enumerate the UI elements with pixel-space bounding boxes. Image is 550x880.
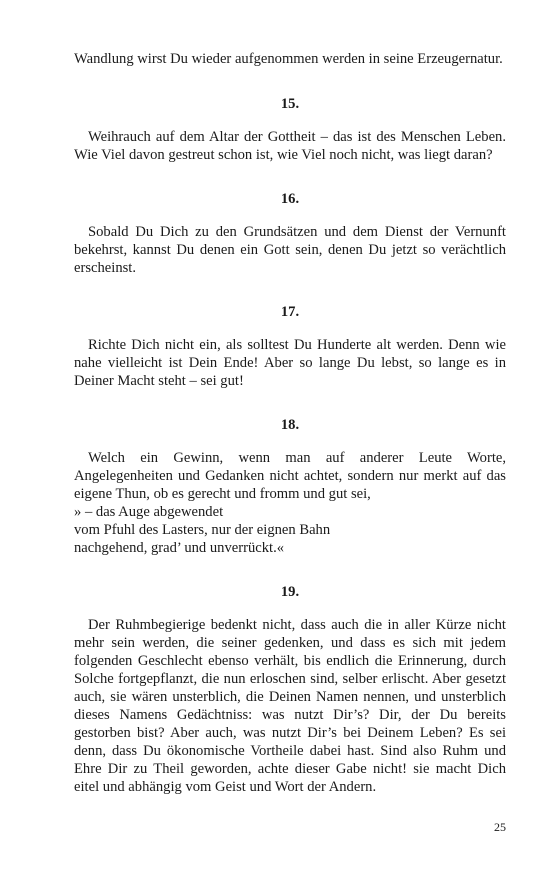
verse-line: » – das Auge abgewendet <box>74 504 224 520</box>
page-body <box>74 50 506 796</box>
verse-quote <box>74 503 506 557</box>
section-heading-16: 16. <box>280 191 300 207</box>
section-heading-17: 17. <box>280 304 300 320</box>
section-paragraph-16: Sobald Du Dich zu den Grundsätzen und dem Dienst der Vernunft bekehrst, kannst Du denen ein Gott sein, denen Du jetzt so verächtlich erscheinst. <box>74 224 506 276</box>
section-heading-19: 19. <box>280 584 300 600</box>
section-paragraph-17: Richte Dich nicht ein, als solltest Du Hunderte alt werden. Denn wie nahe vielleicht ist Dein Ende! Aber so lange Du lebst, so lange es in Deiner Macht steht – sei gut! <box>74 337 506 389</box>
verse-line: nachgehend, grad’ und unverrückt.« <box>74 540 285 556</box>
section-heading-18: 18. <box>280 417 300 433</box>
section-paragraph-18: Welch ein Gewinn, wenn man auf anderer Leute Worte, Angelegenheiten und Gedanken nicht achtet, sondern nur merkt auf das eigene Thun, ob es gerecht und fromm und gut sei, <box>74 450 506 502</box>
fragment-paragraph: Wandlung wirst Du wieder aufgenommen werden in seine Erzeugernatur. <box>74 51 503 67</box>
section-paragraph-19: Der Ruhmbegierige bedenkt nicht, dass auch die in aller Kürze nicht mehr sein werden, die seiner gedenken, und dass es sich mit jedem folgenden Geschlecht ebenso verhält, bis endlich die Erinnerung, durch Solche fortgepflanzt, die nun erloschen sind, selber erlischt. Aber gesetzt auch, sie wären unsterblich, die Deinen Namen nennen, und unsterblich dieses Namens Gedächtniss: was nutzt Dir’s? Dir, der Du bereits gestorben bist? Aber auch, was nutzt Dir’s bei Deinem Leben? Es sei denn, dass Du ökonomische Vortheile dabei hast. Sind also Ruhm und Ehre Dir zu Theil geworden, achte dieser Gabe nicht! sie macht Dich eitel und abhängig vom Geist und Wort der Andern. <box>74 617 506 795</box>
section-paragraph-15: Weihrauch auf dem Altar der Gottheit – das ist des Menschen Leben. Wie Viel davon gestreut schon ist, wie Viel noch nicht, was liegt daran? <box>74 129 506 163</box>
page-number: 25 <box>494 820 506 834</box>
section-heading-15: 15. <box>280 96 300 112</box>
verse-line: vom Pfuhl des Lasters, nur der eignen Bahn <box>74 522 331 538</box>
